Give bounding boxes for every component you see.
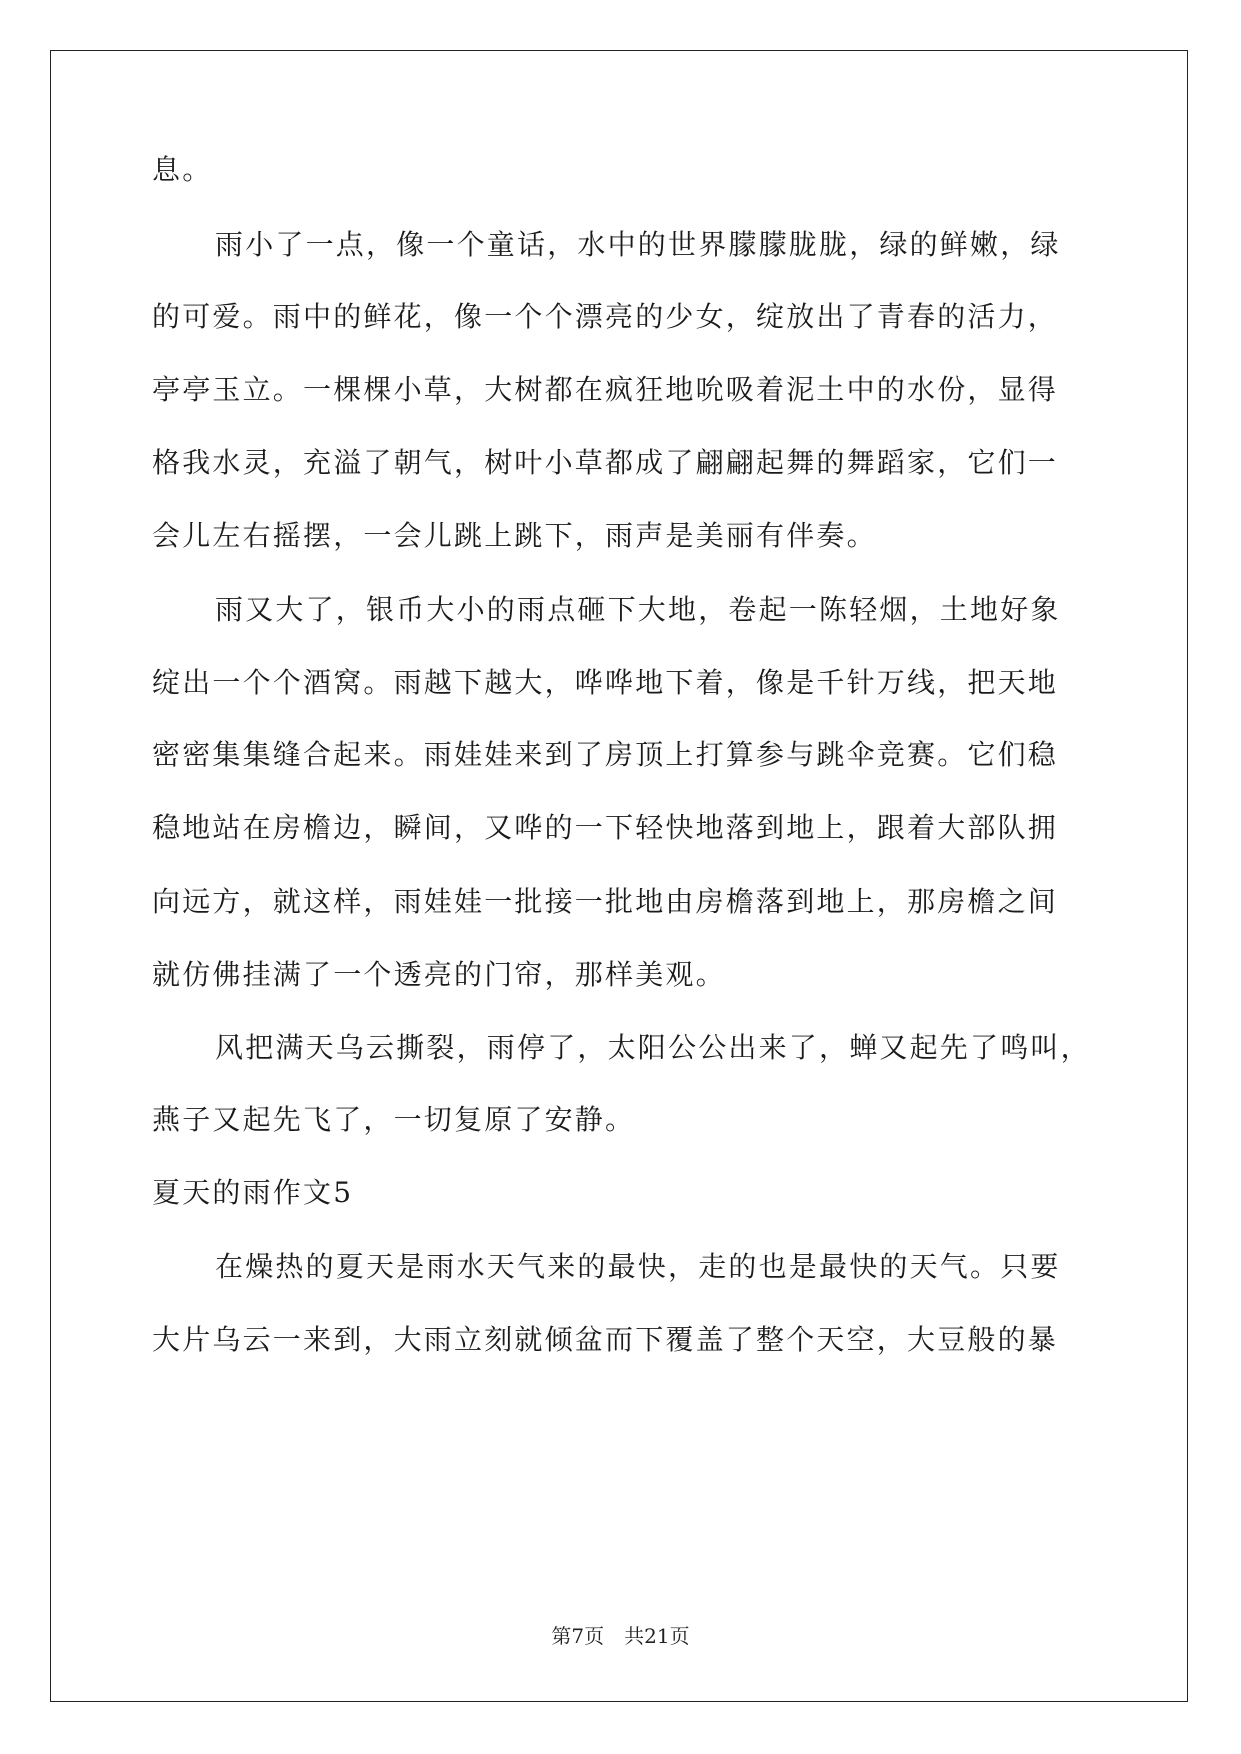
- section-heading: 夏天的雨作文5: [152, 1176, 354, 1209]
- paragraph-start: 风把满天乌云撕裂，雨停了，太阳公公出来了，蝉又起先了鸣叫，: [215, 1031, 1091, 1064]
- text-line: 亭亭玉立。一棵棵小草，大树都在疯狂地吮吸着泥土中的水份，显得: [152, 373, 1059, 406]
- text-line: 向远方，就这样，雨娃娃一批接一批地由房檐落到地上，那房檐之间: [152, 885, 1059, 918]
- text-line: 大片乌云一来到，大雨立刻就倾盆而下覆盖了整个天空，大豆般的暴: [152, 1323, 1059, 1356]
- text-line: 息。: [152, 153, 213, 186]
- text-line: 稳地站在房檐边，瞬间，又哗的一下轻快地落到地上，跟着大部队拥: [152, 811, 1059, 844]
- text-line: 格我水灵，充溢了朝气，树叶小草都成了翩翩起舞的舞蹈家，它们一: [152, 446, 1059, 479]
- paragraph-start: 在燥热的夏天是雨水天气来的最快，走的也是最快的天气。只要: [215, 1250, 1061, 1283]
- text-line: 绽出一个个酒窝。雨越下越大，哗哗地下着，像是千针万线，把天地: [152, 666, 1059, 699]
- text-line: 就仿佛挂满了一个透亮的门帘，那样美观。: [152, 958, 726, 991]
- text-line: 会儿左右摇摆，一会儿跳上跳下，雨声是美丽有伴奏。: [152, 519, 877, 552]
- paragraph-start: 雨又大了，银币大小的雨点砸下大地，卷起一陈轻烟，土地好象: [215, 593, 1061, 626]
- text-line: 密密集集缝合起来。雨娃娃来到了房顶上打算参与跳伞竞赛。它们稳: [152, 738, 1059, 771]
- text-line: 的可爱。雨中的鲜花，像一个个漂亮的少女，绽放出了青春的活力，: [152, 300, 1059, 333]
- text-line: 燕子又起先飞了，一切复原了安静。: [152, 1103, 636, 1136]
- page-number-footer: 第7页 共21页: [551, 1624, 690, 1648]
- paragraph-start: 雨小了一点，像一个童话，水中的世界朦朦胧胧，绿的鲜嫩，绿: [215, 228, 1061, 261]
